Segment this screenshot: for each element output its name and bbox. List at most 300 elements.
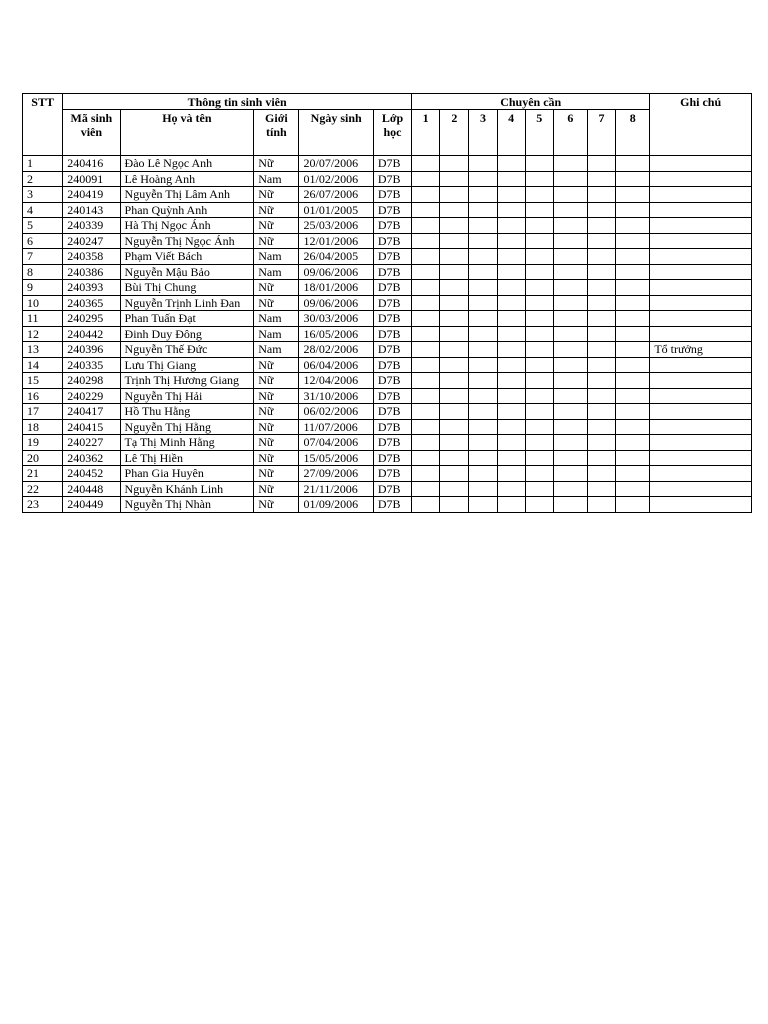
- cell-session-2: [440, 280, 469, 296]
- cell-session-7: [587, 156, 615, 172]
- cell-session-1: [412, 373, 440, 389]
- header-session-5: 5: [525, 110, 553, 156]
- header-session-2: 2: [440, 110, 469, 156]
- cell-session-2: [440, 156, 469, 172]
- cell-student-id: 240339: [63, 218, 120, 234]
- cell-session-2: [440, 295, 469, 311]
- table-row: [23, 187, 752, 203]
- cell-session-1: [412, 357, 440, 373]
- cell-class: D7B: [373, 280, 411, 296]
- cell-session-8: [616, 497, 650, 513]
- header-row-group: [23, 94, 752, 110]
- cell-class: D7B: [373, 326, 411, 342]
- cell-stt: 20: [23, 450, 63, 466]
- cell-stt: 9: [23, 280, 63, 296]
- cell-dob: 27/09/2006: [299, 466, 373, 482]
- cell-session-5: [525, 326, 553, 342]
- header-gender: Giới tính: [254, 110, 299, 156]
- cell-dob: 21/11/2006: [299, 481, 373, 497]
- cell-note: [650, 233, 752, 249]
- cell-stt: 1: [23, 156, 63, 172]
- cell-session-1: [412, 404, 440, 420]
- cell-gender: Nữ: [254, 202, 299, 218]
- cell-full-name: Phan Tuấn Đạt: [120, 311, 254, 327]
- cell-session-8: [616, 171, 650, 187]
- table-row: [23, 171, 752, 187]
- cell-session-3: [469, 481, 497, 497]
- cell-session-1: [412, 156, 440, 172]
- cell-session-6: [553, 233, 587, 249]
- cell-session-6: [553, 187, 587, 203]
- cell-full-name: Lê Hoàng Anh: [120, 171, 254, 187]
- cell-note: [650, 264, 752, 280]
- cell-session-5: [525, 435, 553, 451]
- cell-stt: 19: [23, 435, 63, 451]
- cell-session-6: [553, 264, 587, 280]
- table-row: [23, 218, 752, 234]
- cell-session-2: [440, 373, 469, 389]
- cell-dob: 12/04/2006: [299, 373, 373, 389]
- cell-gender: Nữ: [254, 156, 299, 172]
- cell-session-1: [412, 466, 440, 482]
- cell-dob: 09/06/2006: [299, 295, 373, 311]
- cell-full-name: Đào Lê Ngọc Anh: [120, 156, 254, 172]
- cell-session-4: [497, 249, 525, 265]
- cell-dob: 06/04/2006: [299, 357, 373, 373]
- cell-session-5: [525, 419, 553, 435]
- table-row: [23, 295, 752, 311]
- cell-student-id: 240386: [63, 264, 120, 280]
- cell-student-id: 240365: [63, 295, 120, 311]
- cell-full-name: Nguyễn Khánh Linh: [120, 481, 254, 497]
- cell-note: [650, 218, 752, 234]
- cell-class: D7B: [373, 156, 411, 172]
- header-notes: Ghi chú: [650, 94, 752, 156]
- cell-session-2: [440, 466, 469, 482]
- table-body: [23, 156, 752, 513]
- table-row: [23, 233, 752, 249]
- cell-session-7: [587, 295, 615, 311]
- cell-session-8: [616, 249, 650, 265]
- cell-gender: Nữ: [254, 435, 299, 451]
- cell-note: [650, 481, 752, 497]
- header-session-8: 8: [616, 110, 650, 156]
- cell-full-name: Nguyễn Thế Đức: [120, 342, 254, 358]
- cell-session-8: [616, 233, 650, 249]
- cell-session-3: [469, 202, 497, 218]
- cell-session-5: [525, 280, 553, 296]
- cell-session-2: [440, 218, 469, 234]
- cell-student-id: 240442: [63, 326, 120, 342]
- cell-session-1: [412, 326, 440, 342]
- cell-class: D7B: [373, 249, 411, 265]
- cell-session-5: [525, 466, 553, 482]
- cell-session-5: [525, 373, 553, 389]
- cell-session-3: [469, 497, 497, 513]
- cell-full-name: Bùi Thị Chung: [120, 280, 254, 296]
- cell-class: D7B: [373, 233, 411, 249]
- cell-session-2: [440, 497, 469, 513]
- cell-session-4: [497, 202, 525, 218]
- cell-session-1: [412, 481, 440, 497]
- cell-stt: 14: [23, 357, 63, 373]
- cell-session-1: [412, 450, 440, 466]
- cell-session-5: [525, 481, 553, 497]
- cell-class: D7B: [373, 357, 411, 373]
- cell-gender: Nữ: [254, 450, 299, 466]
- cell-full-name: Nguyễn Thị Lâm Anh: [120, 187, 254, 203]
- header-session-7: 7: [587, 110, 615, 156]
- cell-session-8: [616, 404, 650, 420]
- cell-gender: Nữ: [254, 419, 299, 435]
- cell-session-6: [553, 388, 587, 404]
- cell-class: D7B: [373, 187, 411, 203]
- cell-full-name: Lưu Thị Giang: [120, 357, 254, 373]
- cell-class: D7B: [373, 295, 411, 311]
- cell-session-8: [616, 373, 650, 389]
- cell-dob: 25/03/2006: [299, 218, 373, 234]
- cell-full-name: Nguyễn Thị Nhàn: [120, 497, 254, 513]
- cell-session-2: [440, 249, 469, 265]
- cell-dob: 15/05/2006: [299, 450, 373, 466]
- header-dob: Ngày sinh: [299, 110, 373, 156]
- cell-session-4: [497, 311, 525, 327]
- cell-session-4: [497, 218, 525, 234]
- cell-session-3: [469, 435, 497, 451]
- cell-session-1: [412, 171, 440, 187]
- cell-session-6: [553, 171, 587, 187]
- cell-student-id: 240417: [63, 404, 120, 420]
- cell-session-8: [616, 435, 650, 451]
- cell-session-4: [497, 450, 525, 466]
- cell-session-5: [525, 450, 553, 466]
- cell-session-7: [587, 187, 615, 203]
- cell-session-2: [440, 357, 469, 373]
- cell-session-8: [616, 481, 650, 497]
- table-row: [23, 466, 752, 482]
- cell-session-5: [525, 295, 553, 311]
- cell-session-7: [587, 280, 615, 296]
- cell-class: D7B: [373, 311, 411, 327]
- cell-full-name: Trịnh Thị Hương Giang: [120, 373, 254, 389]
- cell-dob: 11/07/2006: [299, 419, 373, 435]
- cell-session-7: [587, 466, 615, 482]
- cell-dob: 18/01/2006: [299, 280, 373, 296]
- cell-session-6: [553, 311, 587, 327]
- cell-dob: 16/05/2006: [299, 326, 373, 342]
- cell-session-6: [553, 326, 587, 342]
- table-row: [23, 450, 752, 466]
- cell-session-2: [440, 264, 469, 280]
- cell-session-4: [497, 342, 525, 358]
- cell-stt: 2: [23, 171, 63, 187]
- cell-gender: Nữ: [254, 373, 299, 389]
- cell-dob: 01/02/2006: [299, 171, 373, 187]
- cell-session-1: [412, 218, 440, 234]
- cell-session-4: [497, 187, 525, 203]
- cell-session-8: [616, 357, 650, 373]
- header-full-name: Họ và tên: [120, 110, 254, 156]
- cell-session-5: [525, 388, 553, 404]
- table-row: [23, 326, 752, 342]
- cell-note: [650, 388, 752, 404]
- cell-full-name: Nguyễn Thị Ngọc Ánh: [120, 233, 254, 249]
- cell-session-1: [412, 295, 440, 311]
- cell-session-5: [525, 264, 553, 280]
- cell-session-4: [497, 419, 525, 435]
- cell-full-name: Đinh Duy Đông: [120, 326, 254, 342]
- cell-note: [650, 280, 752, 296]
- header-row-columns: [23, 110, 752, 156]
- cell-gender: Nữ: [254, 280, 299, 296]
- cell-note: [650, 156, 752, 172]
- table-row: [23, 388, 752, 404]
- cell-gender: Nam: [254, 171, 299, 187]
- cell-session-7: [587, 326, 615, 342]
- cell-session-4: [497, 373, 525, 389]
- cell-student-id: 240247: [63, 233, 120, 249]
- cell-note: [650, 419, 752, 435]
- cell-session-3: [469, 450, 497, 466]
- cell-full-name: Nguyễn Trịnh Linh Đan: [120, 295, 254, 311]
- cell-note: [650, 311, 752, 327]
- cell-session-7: [587, 171, 615, 187]
- cell-full-name: Nguyễn Thị Hải: [120, 388, 254, 404]
- cell-stt: 11: [23, 311, 63, 327]
- cell-dob: 20/07/2006: [299, 156, 373, 172]
- cell-session-7: [587, 435, 615, 451]
- cell-session-3: [469, 342, 497, 358]
- cell-session-6: [553, 435, 587, 451]
- cell-dob: 07/04/2006: [299, 435, 373, 451]
- cell-gender: Nữ: [254, 295, 299, 311]
- cell-class: D7B: [373, 264, 411, 280]
- cell-session-5: [525, 404, 553, 420]
- cell-stt: 5: [23, 218, 63, 234]
- cell-gender: Nữ: [254, 187, 299, 203]
- cell-session-8: [616, 187, 650, 203]
- cell-session-1: [412, 342, 440, 358]
- cell-note: [650, 466, 752, 482]
- cell-session-8: [616, 202, 650, 218]
- cell-session-7: [587, 404, 615, 420]
- cell-dob: 28/02/2006: [299, 342, 373, 358]
- cell-session-4: [497, 435, 525, 451]
- cell-note: [650, 202, 752, 218]
- cell-session-8: [616, 311, 650, 327]
- cell-full-name: Phạm Viết Bách: [120, 249, 254, 265]
- cell-student-id: 240143: [63, 202, 120, 218]
- table-row: [23, 404, 752, 420]
- cell-session-4: [497, 466, 525, 482]
- cell-session-6: [553, 295, 587, 311]
- cell-stt: 12: [23, 326, 63, 342]
- cell-session-7: [587, 497, 615, 513]
- cell-note: Tổ trưởng: [650, 342, 752, 358]
- cell-full-name: Nguyễn Thị Hằng: [120, 419, 254, 435]
- cell-session-3: [469, 388, 497, 404]
- cell-student-id: 240227: [63, 435, 120, 451]
- cell-session-5: [525, 233, 553, 249]
- cell-session-5: [525, 497, 553, 513]
- table-row: [23, 202, 752, 218]
- cell-session-4: [497, 233, 525, 249]
- header-session-6: 6: [553, 110, 587, 156]
- cell-session-6: [553, 373, 587, 389]
- cell-gender: Nữ: [254, 497, 299, 513]
- cell-session-8: [616, 450, 650, 466]
- cell-session-2: [440, 233, 469, 249]
- cell-note: [650, 404, 752, 420]
- cell-stt: 10: [23, 295, 63, 311]
- cell-session-1: [412, 249, 440, 265]
- cell-student-id: 240448: [63, 481, 120, 497]
- cell-session-5: [525, 171, 553, 187]
- cell-dob: 26/07/2006: [299, 187, 373, 203]
- cell-note: [650, 249, 752, 265]
- cell-session-1: [412, 497, 440, 513]
- cell-session-3: [469, 295, 497, 311]
- cell-class: D7B: [373, 373, 411, 389]
- cell-session-2: [440, 311, 469, 327]
- cell-session-1: [412, 187, 440, 203]
- cell-class: D7B: [373, 202, 411, 218]
- cell-session-4: [497, 388, 525, 404]
- cell-dob: 12/01/2006: [299, 233, 373, 249]
- cell-session-8: [616, 466, 650, 482]
- header-student-info: Thông tin sinh viên: [63, 94, 412, 110]
- cell-session-7: [587, 450, 615, 466]
- cell-session-2: [440, 450, 469, 466]
- cell-class: D7B: [373, 404, 411, 420]
- cell-session-6: [553, 342, 587, 358]
- cell-session-5: [525, 342, 553, 358]
- cell-session-5: [525, 249, 553, 265]
- cell-session-6: [553, 450, 587, 466]
- cell-gender: Nam: [254, 249, 299, 265]
- cell-session-5: [525, 187, 553, 203]
- cell-note: [650, 435, 752, 451]
- cell-dob: 26/04/2005: [299, 249, 373, 265]
- cell-session-3: [469, 264, 497, 280]
- cell-session-8: [616, 280, 650, 296]
- cell-stt: 3: [23, 187, 63, 203]
- cell-session-6: [553, 249, 587, 265]
- cell-session-6: [553, 481, 587, 497]
- cell-class: D7B: [373, 342, 411, 358]
- cell-full-name: Hồ Thu Hằng: [120, 404, 254, 420]
- cell-gender: Nữ: [254, 233, 299, 249]
- cell-session-3: [469, 419, 497, 435]
- cell-session-4: [497, 156, 525, 172]
- cell-session-1: [412, 311, 440, 327]
- table-row: [23, 156, 752, 172]
- cell-session-1: [412, 280, 440, 296]
- cell-dob: 01/09/2006: [299, 497, 373, 513]
- cell-dob: 09/06/2006: [299, 264, 373, 280]
- cell-session-3: [469, 156, 497, 172]
- cell-session-7: [587, 264, 615, 280]
- cell-class: D7B: [373, 466, 411, 482]
- cell-full-name: Lê Thị Hiền: [120, 450, 254, 466]
- cell-dob: 30/03/2006: [299, 311, 373, 327]
- cell-session-1: [412, 264, 440, 280]
- cell-session-8: [616, 295, 650, 311]
- cell-session-3: [469, 311, 497, 327]
- table-row: [23, 264, 752, 280]
- cell-session-1: [412, 435, 440, 451]
- cell-session-7: [587, 249, 615, 265]
- cell-note: [650, 171, 752, 187]
- table-row: [23, 435, 752, 451]
- cell-session-6: [553, 466, 587, 482]
- cell-session-3: [469, 249, 497, 265]
- cell-session-3: [469, 466, 497, 482]
- cell-gender: Nữ: [254, 357, 299, 373]
- cell-session-2: [440, 326, 469, 342]
- cell-student-id: 240452: [63, 466, 120, 482]
- cell-session-2: [440, 171, 469, 187]
- cell-student-id: 240295: [63, 311, 120, 327]
- cell-student-id: 240415: [63, 419, 120, 435]
- cell-session-4: [497, 404, 525, 420]
- cell-dob: 31/10/2006: [299, 388, 373, 404]
- cell-session-7: [587, 218, 615, 234]
- cell-class: D7B: [373, 450, 411, 466]
- cell-note: [650, 497, 752, 513]
- cell-gender: Nữ: [254, 388, 299, 404]
- cell-stt: 4: [23, 202, 63, 218]
- cell-session-2: [440, 202, 469, 218]
- cell-session-7: [587, 373, 615, 389]
- cell-student-id: 240393: [63, 280, 120, 296]
- cell-gender: Nam: [254, 311, 299, 327]
- cell-session-1: [412, 233, 440, 249]
- cell-session-6: [553, 357, 587, 373]
- cell-session-4: [497, 264, 525, 280]
- cell-session-3: [469, 171, 497, 187]
- table-row: [23, 280, 752, 296]
- cell-session-3: [469, 326, 497, 342]
- cell-gender: Nữ: [254, 218, 299, 234]
- cell-session-6: [553, 280, 587, 296]
- cell-session-2: [440, 187, 469, 203]
- cell-full-name: Hà Thị Ngọc Ánh: [120, 218, 254, 234]
- cell-session-8: [616, 326, 650, 342]
- cell-class: D7B: [373, 171, 411, 187]
- cell-stt: 7: [23, 249, 63, 265]
- cell-session-2: [440, 388, 469, 404]
- cell-session-6: [553, 218, 587, 234]
- table-row: [23, 357, 752, 373]
- table-row: [23, 497, 752, 513]
- cell-session-1: [412, 202, 440, 218]
- cell-session-8: [616, 218, 650, 234]
- cell-session-3: [469, 218, 497, 234]
- cell-session-3: [469, 357, 497, 373]
- cell-student-id: 240396: [63, 342, 120, 358]
- cell-student-id: 240091: [63, 171, 120, 187]
- cell-session-8: [616, 156, 650, 172]
- cell-session-3: [469, 233, 497, 249]
- cell-note: [650, 450, 752, 466]
- cell-gender: Nữ: [254, 481, 299, 497]
- cell-stt: 8: [23, 264, 63, 280]
- cell-stt: 13: [23, 342, 63, 358]
- cell-session-6: [553, 156, 587, 172]
- cell-session-2: [440, 404, 469, 420]
- cell-session-5: [525, 202, 553, 218]
